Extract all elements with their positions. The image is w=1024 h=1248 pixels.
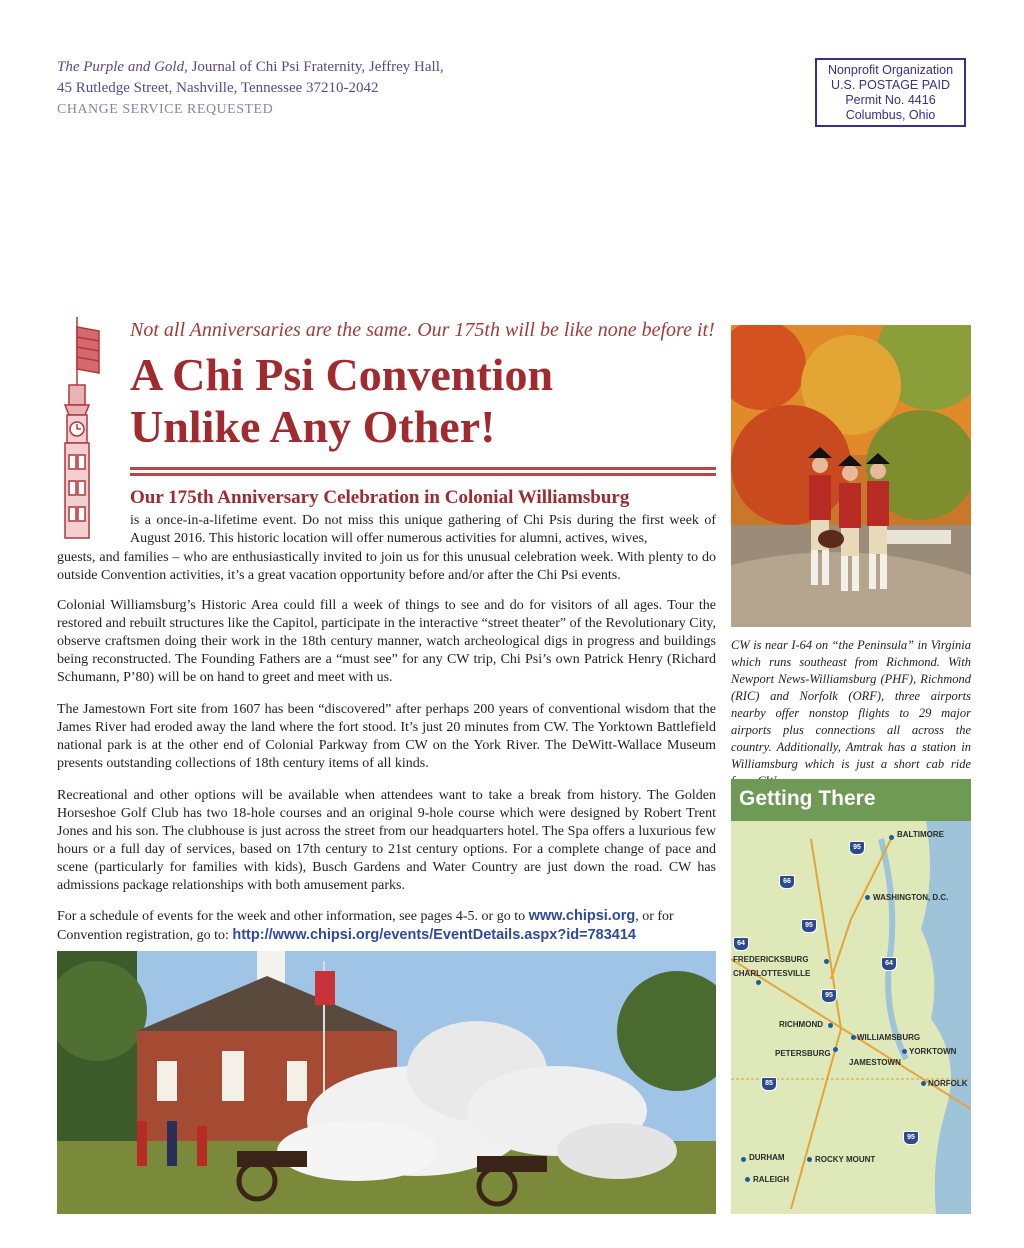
postage-line3: Permit No. 4416 bbox=[845, 93, 936, 107]
washington-marker bbox=[865, 895, 870, 900]
city-baltimore: BALTIMORE bbox=[897, 830, 944, 839]
chipsi-website-link[interactable]: www.chipsi.org bbox=[528, 908, 636, 924]
paragraph-1-part2: guests, and families – who are enthusiastically invited to join us for this unusual celebration week. With plenty to do outside Convention activities, it’s a great vacation opportunity before and/or after the Chi Psi events. bbox=[57, 550, 716, 583]
return-address-line2: 45 Rutledge Street, Nashville, Tennessee 37210-2042 bbox=[57, 80, 379, 96]
p5-text-a: For a schedule of events for the week and other information, see pages 4-5. or go to bbox=[57, 909, 529, 924]
city-petersburg: PETERSBURG bbox=[775, 1049, 831, 1058]
petersburg-marker bbox=[833, 1047, 838, 1052]
postage-indicia bbox=[815, 58, 966, 127]
postage-line2: U.S. POSTAGE PAID bbox=[830, 78, 950, 92]
interstate-shield-icon: 95 bbox=[801, 919, 817, 933]
getting-there-map bbox=[731, 779, 971, 1214]
interstate-shield-icon: 95 bbox=[849, 841, 865, 855]
paragraph-3: The Jamestown Fort site from 1607 has been “discovered” after perhaps 200 years of conventional wisdom that the James River had eroded away the land where the fort stood. It’s just 20 minutes from CW. The Yorktown Battlefield national park is at the other end of Colonial Parkway from CW on the York River. The DeWitt-Wallace Museum presents outstanding collections of 18th century items of all kinds. bbox=[57, 702, 716, 771]
paragraph-2: Colonial Williamsburg’s Historic Area could fill a week of things to see and do for visitors of all ages. Tour the restored and rebuilt structures like the Capitol, participate in the interactive “street theater” of the Revolutionary City, observe craftsmen doing their work in the 18th century manner, watch archeological digs in progress and buildings being reconstructed. The Founding Fathers are a “must see” for any CW trip, Chi Psi’s own Patrick Henry (Richard Schumann, P’80) will be on hand to greet and meet with us. bbox=[57, 598, 716, 685]
city-jamestown: JAMESTOWN bbox=[849, 1058, 901, 1067]
interstate-shield-icon: 85 bbox=[761, 1077, 777, 1091]
city-rocky-mount: ROCKY MOUNT bbox=[815, 1155, 876, 1164]
cannon-firing-photo bbox=[57, 951, 716, 1214]
baltimore-marker bbox=[889, 835, 894, 840]
paragraph-1-part1: is a once-in-a-lifetime event. Do not miss this unique gathering of Chi Psis during the first week of August 2016. This historic location will offer numerous activities for alumni, actives, wives, bbox=[130, 513, 716, 546]
headline-line1: A Chi Psi Convention bbox=[130, 349, 554, 400]
fife-and-drum-photo bbox=[731, 325, 971, 627]
interstate-shield-icon: 64 bbox=[733, 937, 749, 951]
photo-caption: CW is near I-64 on “the Peninsula” in Virginia which runs southeast from Richmond. With Newport News-Williamsburg (PHF), Richmond (RIC) and Norfolk (ORF), three airports nearby offer nonstop flights to 29 major airports plus connections all across the country. Additionally, Amtrak has a station in Williamsburg which is just a short cab ride bbox=[731, 638, 971, 771]
return-address bbox=[57, 57, 517, 120]
interstate-shield-icon: 95 bbox=[903, 1131, 919, 1145]
city-charlottesville: CHARLOTTESVILLE bbox=[733, 969, 811, 978]
clock-tower-logo bbox=[55, 315, 130, 540]
norfolk-marker bbox=[921, 1081, 926, 1086]
interstate-shield-icon: 66 bbox=[779, 875, 795, 889]
fredericksburg-marker bbox=[824, 959, 829, 964]
city-yorktown: YORKTOWN bbox=[909, 1047, 957, 1056]
return-address-line1: Journal of Chi Psi Fraternity, Jeffrey Hall, bbox=[187, 59, 444, 75]
city-williamsburg: WILLIAMSBURG bbox=[857, 1033, 921, 1042]
article-headline bbox=[130, 349, 553, 453]
map-title: Getting There bbox=[739, 787, 876, 810]
city-washington: WASHINGTON, D.C. bbox=[873, 893, 949, 902]
interstate-shield-icon: 95 bbox=[821, 989, 837, 1003]
change-service-notice: CHANGE SERVICE REQUESTED bbox=[57, 102, 274, 117]
durham-marker bbox=[741, 1157, 746, 1162]
charlottesville-marker bbox=[756, 980, 761, 985]
article-subhead: Our 175th Anniversary Celebration in Colonial Williamsburg bbox=[130, 487, 630, 508]
city-richmond: RICHMOND bbox=[779, 1020, 823, 1029]
city-norfolk: NORFOLK bbox=[928, 1079, 968, 1088]
city-raleigh: RALEIGH bbox=[753, 1175, 789, 1184]
publication-title: The Purple and Gold, bbox=[57, 59, 188, 75]
rocky-mount-marker bbox=[807, 1157, 812, 1162]
p5-text-b: , or for Convention registration, go to: bbox=[57, 909, 674, 943]
article-tagline: Not all Anniversaries are the same. Our 175th will be like none before it! bbox=[130, 319, 715, 341]
headline-line2: Unlike Any Other! bbox=[130, 401, 496, 452]
city-durham: DURHAM bbox=[749, 1153, 785, 1162]
richmond-marker bbox=[828, 1023, 833, 1028]
paragraph-4: Recreational and other options will be available when attendees want to take a break from history. The Golden Horseshoe Golf Club has two 18-hole courses and an original 9-hole course which were designed by Robert Trent Jones and his son. The clubhouse is just across the street from our headquarters hotel. The Spa offers a luxurious few hours or a full day of services, based on 17th century to 21st century options. For a complete change of pace and scene (particularly for families with kids), Busch Gardens and Water Country are just down the road. CW has admissions package relationships with both amusement parks. bbox=[57, 788, 716, 893]
postage-line4: Columbus, Ohio bbox=[845, 108, 936, 122]
registration-link[interactable]: http://www.chipsi.org/events/EventDetails.aspx?id=783414 bbox=[232, 927, 636, 943]
postage-line1: Nonprofit Organization bbox=[827, 63, 954, 77]
city-fredericksburg: FREDERICKSBURG bbox=[733, 955, 809, 964]
headline-rules bbox=[130, 467, 716, 479]
interstate-shield-icon: 64 bbox=[881, 957, 897, 971]
yorktown-marker bbox=[902, 1049, 907, 1054]
paragraph-5 bbox=[57, 907, 716, 945]
raleigh-marker bbox=[745, 1177, 750, 1182]
williamsburg-marker bbox=[851, 1035, 856, 1040]
